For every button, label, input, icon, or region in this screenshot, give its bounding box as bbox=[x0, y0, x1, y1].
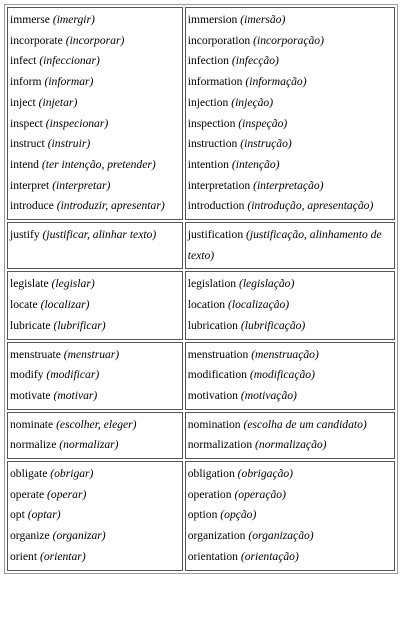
verb-cell bbox=[7, 222, 183, 269]
verb-entry bbox=[10, 485, 181, 506]
portuguese-gloss: (imersão) bbox=[240, 13, 286, 26]
noun-entry bbox=[188, 274, 393, 295]
english-word: motivate bbox=[10, 388, 51, 402]
english-word: inspection bbox=[187, 116, 236, 130]
english-word: inform bbox=[10, 75, 42, 89]
english-word: lubrication bbox=[187, 318, 238, 332]
english-word: location bbox=[187, 298, 226, 312]
verb-entry bbox=[10, 415, 181, 436]
noun-entry bbox=[188, 526, 393, 547]
english-word: introduction bbox=[187, 199, 245, 213]
noun-entry bbox=[188, 155, 393, 176]
noun-entry bbox=[188, 345, 393, 366]
portuguese-gloss: (ter intenção, pretender) bbox=[41, 157, 156, 171]
table-row-group-m bbox=[7, 342, 395, 410]
verb-entry bbox=[10, 295, 181, 316]
english-word: incorporate bbox=[10, 33, 63, 47]
noun-entry bbox=[188, 72, 393, 93]
noun-entry bbox=[188, 386, 393, 407]
noun-entry bbox=[188, 134, 393, 155]
english-word: infect bbox=[10, 54, 37, 68]
english-word: inspect bbox=[10, 116, 43, 130]
portuguese-gloss: (informar) bbox=[44, 75, 94, 89]
english-word: infection bbox=[187, 54, 229, 68]
portuguese-gloss: (obrigar) bbox=[50, 467, 94, 481]
noun-entry bbox=[188, 505, 393, 526]
verb-entry bbox=[10, 31, 181, 52]
english-word: organize bbox=[10, 529, 50, 543]
english-word: operation bbox=[187, 487, 232, 501]
verb-entry bbox=[10, 114, 181, 135]
verb-entry bbox=[10, 225, 181, 246]
verb-entry bbox=[10, 93, 181, 114]
portuguese-gloss: (introdução, apresentação) bbox=[247, 199, 374, 213]
portuguese-gloss: (inspecionar) bbox=[45, 116, 109, 130]
noun-entry bbox=[188, 415, 393, 436]
table-row-group-i bbox=[7, 7, 395, 220]
english-word: legislate bbox=[10, 277, 49, 291]
portuguese-gloss: (escolha de um candidato) bbox=[243, 417, 367, 431]
portuguese-gloss: (escolher, eleger) bbox=[56, 417, 137, 431]
english-word: interpret bbox=[10, 178, 50, 192]
english-word: nomination bbox=[187, 417, 241, 431]
portuguese-gloss: (injetar) bbox=[38, 95, 78, 109]
portuguese-gloss: (infecção) bbox=[231, 54, 279, 68]
portuguese-gloss: (localização) bbox=[228, 298, 290, 312]
verb-entry bbox=[10, 51, 181, 72]
noun-cell bbox=[185, 7, 395, 220]
noun-cell bbox=[185, 222, 395, 269]
noun-cell bbox=[185, 271, 395, 339]
portuguese-gloss: (instruir) bbox=[47, 137, 91, 151]
noun-entry bbox=[188, 225, 393, 266]
english-word: justify bbox=[10, 228, 40, 242]
noun-cell bbox=[185, 461, 395, 571]
table-row-group-j bbox=[7, 222, 395, 269]
noun-entry bbox=[188, 316, 393, 337]
english-word: justification bbox=[187, 228, 244, 242]
english-word: interpretation bbox=[187, 178, 251, 192]
noun-entry bbox=[188, 51, 393, 72]
verb-entry bbox=[10, 435, 181, 456]
vocabulary-table-body bbox=[7, 7, 395, 571]
noun-entry bbox=[188, 93, 393, 114]
portuguese-gloss: (menstruar) bbox=[63, 347, 120, 361]
noun-cell bbox=[185, 342, 395, 410]
portuguese-gloss: (operação) bbox=[234, 487, 286, 501]
english-word: introduce bbox=[10, 199, 54, 213]
english-word: instruction bbox=[187, 137, 238, 151]
portuguese-gloss: (menstruação) bbox=[251, 347, 319, 361]
english-word: instruct bbox=[10, 137, 45, 151]
portuguese-gloss: (modificar) bbox=[46, 368, 100, 382]
portuguese-gloss: (lubrificação) bbox=[240, 318, 306, 332]
table-row-group-n bbox=[7, 412, 395, 459]
verb-cell bbox=[7, 342, 183, 410]
portuguese-gloss: (injeção) bbox=[231, 95, 274, 109]
english-word: normalization bbox=[187, 438, 253, 452]
english-word: motivation bbox=[187, 388, 238, 402]
portuguese-gloss: (localizar) bbox=[40, 298, 90, 312]
english-word: obligate bbox=[10, 467, 48, 481]
verb-entry bbox=[10, 464, 181, 485]
english-word: orientation bbox=[187, 549, 238, 563]
portuguese-gloss: (optar) bbox=[27, 508, 61, 522]
verb-entry bbox=[10, 526, 181, 547]
noun-entry bbox=[188, 365, 393, 386]
noun-entry bbox=[188, 10, 393, 31]
verb-cell bbox=[7, 461, 183, 571]
noun-entry bbox=[188, 196, 393, 217]
english-word: immerse bbox=[10, 13, 50, 26]
verb-entry bbox=[10, 316, 181, 337]
verb-entry bbox=[10, 505, 181, 526]
vocabulary-table bbox=[4, 4, 398, 574]
portuguese-gloss: (legislar) bbox=[51, 277, 95, 291]
portuguese-gloss: (incorporação) bbox=[253, 33, 324, 47]
verb-cell bbox=[7, 412, 183, 459]
verb-entry bbox=[10, 134, 181, 155]
noun-cell bbox=[185, 412, 395, 459]
portuguese-gloss: (modificação) bbox=[249, 368, 315, 382]
noun-entry bbox=[188, 176, 393, 197]
table-row-group-l bbox=[7, 271, 395, 339]
english-word: injection bbox=[187, 95, 229, 109]
verb-entry bbox=[10, 176, 181, 197]
verb-entry bbox=[10, 10, 181, 31]
noun-entry bbox=[188, 547, 393, 568]
english-word: organization bbox=[187, 529, 246, 543]
english-word: locate bbox=[10, 298, 38, 312]
english-word: orient bbox=[10, 549, 38, 563]
verb-entry bbox=[10, 547, 181, 568]
english-word: modify bbox=[10, 368, 44, 382]
portuguese-gloss: (normalizar) bbox=[59, 438, 119, 452]
portuguese-gloss: (introduzir, apresentar) bbox=[56, 199, 165, 213]
portuguese-gloss: (instrução) bbox=[240, 137, 292, 151]
portuguese-gloss: (normalização) bbox=[255, 438, 327, 452]
english-word: modification bbox=[187, 368, 247, 382]
verb-entry bbox=[10, 196, 181, 217]
portuguese-gloss: (justificar, alinhar texto) bbox=[42, 228, 157, 242]
english-word: immersion bbox=[187, 13, 238, 26]
portuguese-gloss: (informação) bbox=[245, 75, 307, 89]
portuguese-gloss: (imergir) bbox=[52, 13, 95, 26]
portuguese-gloss: (interpretar) bbox=[52, 178, 111, 192]
portuguese-gloss: (infeccionar) bbox=[39, 54, 100, 68]
portuguese-gloss: (opção) bbox=[220, 508, 257, 522]
noun-entry bbox=[188, 31, 393, 52]
english-word: menstruate bbox=[10, 347, 61, 361]
portuguese-gloss: (orientação) bbox=[240, 549, 299, 563]
english-word: incorporation bbox=[187, 33, 251, 47]
verb-entry bbox=[10, 386, 181, 407]
portuguese-gloss: (legislação) bbox=[238, 277, 295, 291]
verb-cell bbox=[7, 271, 183, 339]
portuguese-gloss: (obrigação) bbox=[237, 467, 294, 481]
english-word: nominate bbox=[10, 417, 54, 431]
english-word: intention bbox=[187, 157, 229, 171]
noun-entry bbox=[188, 435, 393, 456]
english-word: opt bbox=[10, 508, 25, 522]
portuguese-gloss: (inspeção) bbox=[238, 116, 288, 130]
english-word: option bbox=[187, 508, 218, 522]
english-word: information bbox=[187, 75, 243, 89]
noun-entry bbox=[188, 114, 393, 135]
portuguese-gloss: (lubrificar) bbox=[53, 318, 106, 332]
portuguese-gloss: (motivação) bbox=[240, 388, 297, 402]
table-row-group-o bbox=[7, 461, 395, 571]
verb-entry bbox=[10, 274, 181, 295]
portuguese-gloss: (interpretação) bbox=[253, 178, 324, 192]
portuguese-gloss: (organização) bbox=[248, 529, 314, 543]
english-word: lubricate bbox=[10, 318, 51, 332]
portuguese-gloss: (intenção) bbox=[231, 157, 280, 171]
portuguese-gloss: (orientar) bbox=[39, 549, 86, 563]
portuguese-gloss: (motivar) bbox=[53, 388, 98, 402]
noun-entry bbox=[188, 295, 393, 316]
portuguese-gloss: (incorporar) bbox=[65, 33, 125, 47]
english-word: operate bbox=[10, 487, 45, 501]
verb-entry bbox=[10, 72, 181, 93]
noun-entry bbox=[188, 464, 393, 485]
english-word: intend bbox=[10, 157, 39, 171]
english-word: obligation bbox=[187, 467, 235, 481]
english-word: legislation bbox=[187, 277, 237, 291]
english-word: menstruation bbox=[187, 347, 249, 361]
verb-entry bbox=[10, 155, 181, 176]
english-word: normalize bbox=[10, 438, 57, 452]
english-word: inject bbox=[10, 95, 36, 109]
verb-entry bbox=[10, 345, 181, 366]
portuguese-gloss: (organizar) bbox=[52, 529, 106, 543]
noun-entry bbox=[188, 485, 393, 506]
portuguese-gloss: (justificação, alinhamento de texto) bbox=[187, 228, 382, 262]
portuguese-gloss: (operar) bbox=[47, 487, 87, 501]
verb-entry bbox=[10, 365, 181, 386]
verb-cell bbox=[7, 7, 183, 220]
